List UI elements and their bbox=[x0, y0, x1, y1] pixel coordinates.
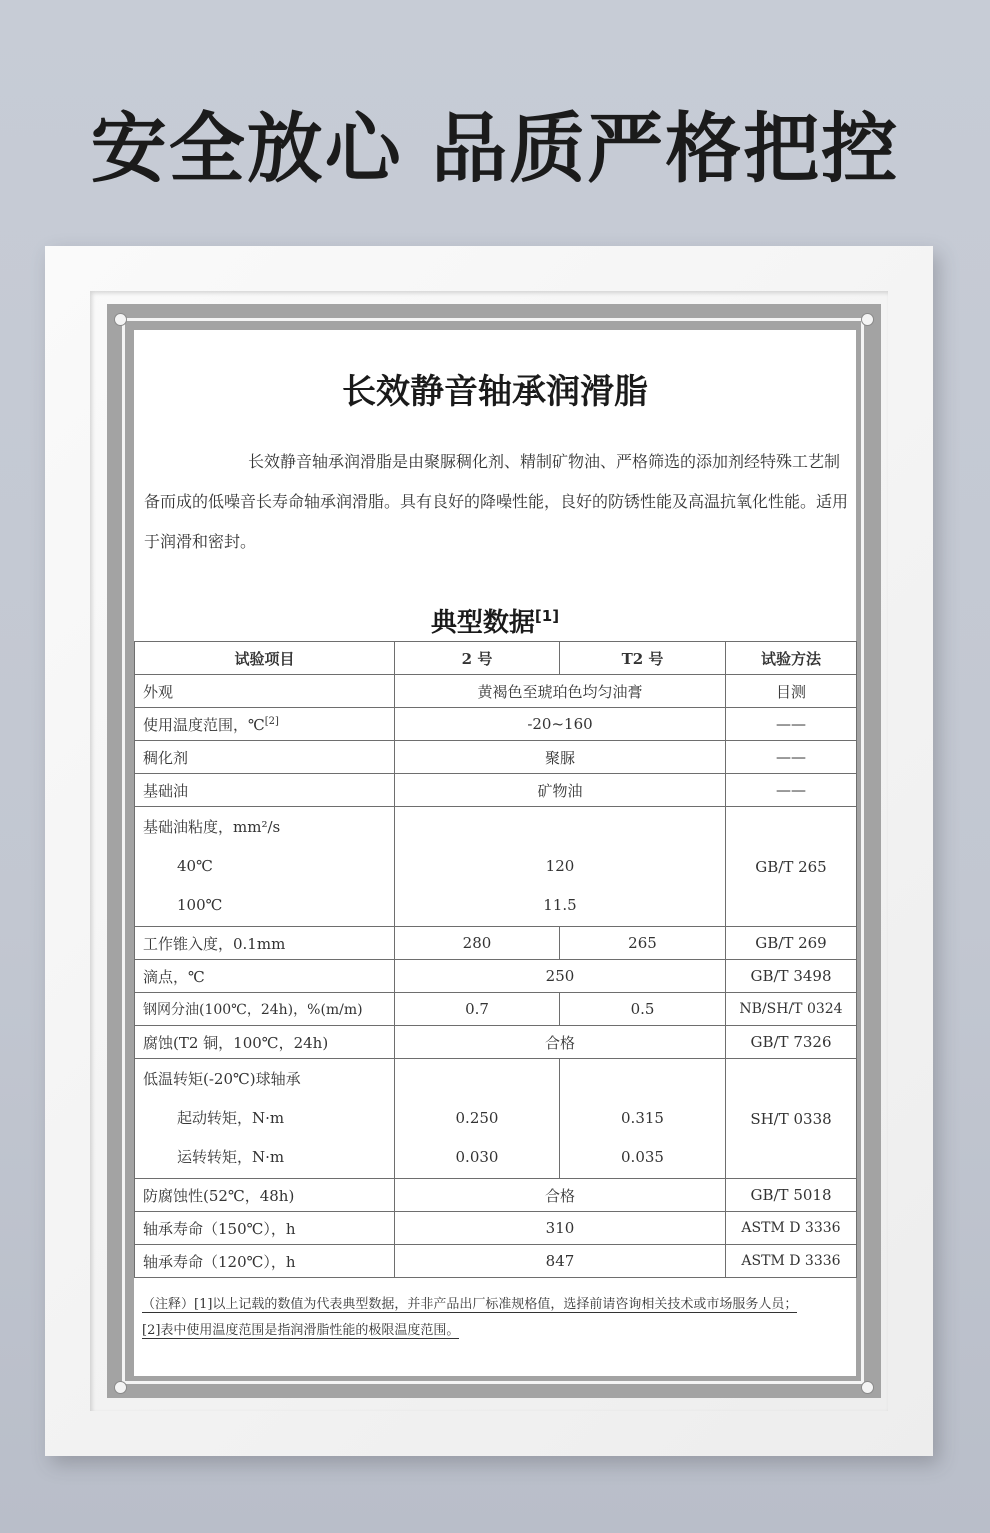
row-method: —— bbox=[726, 708, 857, 741]
row-value-t2 bbox=[560, 1059, 726, 1179]
row-method: GB/T 265 bbox=[726, 807, 857, 927]
page-headline: 安全放心 品质严格把控 bbox=[90, 104, 900, 193]
row-method: —— bbox=[726, 741, 857, 774]
document-title: 长效静音轴承润滑脂 bbox=[342, 372, 648, 412]
header-test-method: 试验方法 bbox=[726, 642, 857, 675]
row-item: 外观 bbox=[135, 675, 395, 708]
row-value: 310 bbox=[395, 1212, 726, 1245]
row-item: 工作锥入度，0.1mm bbox=[135, 927, 395, 960]
row-item bbox=[135, 708, 395, 741]
table-row bbox=[135, 741, 857, 774]
row-value: 黄褐色至琥珀色均匀油膏 bbox=[395, 675, 726, 708]
table-row bbox=[135, 927, 857, 960]
row-method: NB/SH/T 0324 bbox=[726, 993, 857, 1026]
table-header-row bbox=[135, 642, 857, 675]
table-row bbox=[135, 675, 857, 708]
footnote-1 bbox=[142, 1292, 848, 1318]
table-row bbox=[135, 774, 857, 807]
row-item: 防腐蚀性(52℃，48h) bbox=[135, 1179, 395, 1212]
row-value: 矿物油 bbox=[395, 774, 726, 807]
row-item: 基础油 bbox=[135, 774, 395, 807]
row-item-title: 基础油粘度，mm²/s bbox=[143, 818, 281, 836]
row-item: 轴承寿命（150℃），h bbox=[135, 1212, 395, 1245]
footnote-2-text: [2]表中使用温度范围是指润滑脂性能的极限温度范围。 bbox=[142, 1323, 460, 1338]
row-item: 腐蚀(T2 铜，100℃，24h) bbox=[135, 1026, 395, 1059]
table-row bbox=[135, 1212, 857, 1245]
header-grade-2: 2 号 bbox=[395, 642, 560, 675]
row-value-2 bbox=[395, 1059, 560, 1179]
row-value: -20~160 bbox=[395, 708, 726, 741]
row-value-t2: 0.5 bbox=[560, 993, 726, 1026]
row-method: SH/T 0338 bbox=[726, 1059, 857, 1179]
footnotes bbox=[142, 1292, 848, 1344]
row-value-t2: 265 bbox=[560, 927, 726, 960]
table-row bbox=[135, 1179, 857, 1212]
intro-paragraph: 长效静音轴承润滑脂是由聚脲稠化剂、精制矿物油、严格筛选的添加剂经特殊工艺制备而成的低噪音长寿命轴承润滑脂。具有良好的降噪性能，良好的防锈性能及高温抗氧化性能。适用于润滑和密封。 bbox=[144, 452, 849, 551]
table-row bbox=[135, 708, 857, 741]
row-subitem: 40℃ bbox=[177, 857, 213, 875]
row-subvalue: 120 bbox=[545, 857, 575, 875]
row-method: GB/T 269 bbox=[726, 927, 857, 960]
row-value-2: 0.7 bbox=[395, 993, 560, 1026]
row-value: 聚脲 bbox=[395, 741, 726, 774]
row-method: GB/T 5018 bbox=[726, 1179, 857, 1212]
row-method: GB/T 3498 bbox=[726, 960, 857, 993]
section-title-ref: [1] bbox=[534, 607, 560, 625]
row-item: 稠化剂 bbox=[135, 741, 395, 774]
row-subvalue: 0.030 bbox=[455, 1148, 499, 1166]
corner-pin-icon bbox=[114, 313, 127, 326]
footnote-1-text: （注释）[1]以上记载的数值为代表典型数据，并非产品出厂标准规格值，选择前请咨询相关技术或市场服务人员； bbox=[142, 1297, 798, 1312]
row-item bbox=[135, 807, 395, 927]
row-subvalue: 11.5 bbox=[543, 896, 577, 914]
row-subitem: 运转转矩，N·m bbox=[177, 1148, 285, 1166]
row-method: 目测 bbox=[726, 675, 857, 708]
row-item-text: 使用温度范围，℃ bbox=[143, 715, 265, 734]
row-value: 250 bbox=[395, 960, 726, 993]
section-title bbox=[134, 602, 856, 639]
table-row bbox=[135, 1059, 857, 1179]
row-method: GB/T 7326 bbox=[726, 1026, 857, 1059]
row-method: ASTM D 3336 bbox=[726, 1245, 857, 1278]
corner-pin-icon bbox=[861, 1381, 874, 1394]
section-title-text: 典型数据 bbox=[430, 608, 535, 638]
table-row bbox=[135, 960, 857, 993]
row-value: 合格 bbox=[395, 1026, 726, 1059]
table-row bbox=[135, 807, 857, 927]
row-item-title: 低温转矩(-20℃)球轴承 bbox=[143, 1070, 301, 1088]
row-value: 合格 bbox=[395, 1179, 726, 1212]
row-subvalue: 0.315 bbox=[621, 1109, 664, 1127]
typical-data-table bbox=[134, 641, 857, 1278]
row-item: 滴点，℃ bbox=[135, 960, 395, 993]
row-item: 轴承寿命（120℃），h bbox=[135, 1245, 395, 1278]
row-subitem: 起动转矩，N·m bbox=[177, 1109, 285, 1127]
row-subitem: 100℃ bbox=[177, 896, 223, 914]
spec-sheet bbox=[134, 330, 856, 1376]
row-value: 847 bbox=[395, 1245, 726, 1278]
row-subvalue: 0.035 bbox=[621, 1148, 664, 1166]
corner-pin-icon bbox=[114, 1381, 127, 1394]
row-item bbox=[135, 1059, 395, 1179]
header-grade-t2: T2 号 bbox=[560, 642, 726, 675]
row-item-ref: [2] bbox=[264, 715, 279, 727]
row-value bbox=[395, 807, 726, 927]
row-value-2: 280 bbox=[395, 927, 560, 960]
row-item: 钢网分油(100℃，24h)，%(m/m) bbox=[135, 993, 395, 1026]
table-row bbox=[135, 1245, 857, 1278]
corner-pin-icon bbox=[861, 313, 874, 326]
table-row bbox=[135, 993, 857, 1026]
row-method: ASTM D 3336 bbox=[726, 1212, 857, 1245]
table-row bbox=[135, 1026, 857, 1059]
row-method: —— bbox=[726, 774, 857, 807]
footnote-2 bbox=[142, 1318, 848, 1344]
header-test-item: 试验项目 bbox=[135, 642, 395, 675]
row-subvalue: 0.250 bbox=[455, 1109, 499, 1127]
